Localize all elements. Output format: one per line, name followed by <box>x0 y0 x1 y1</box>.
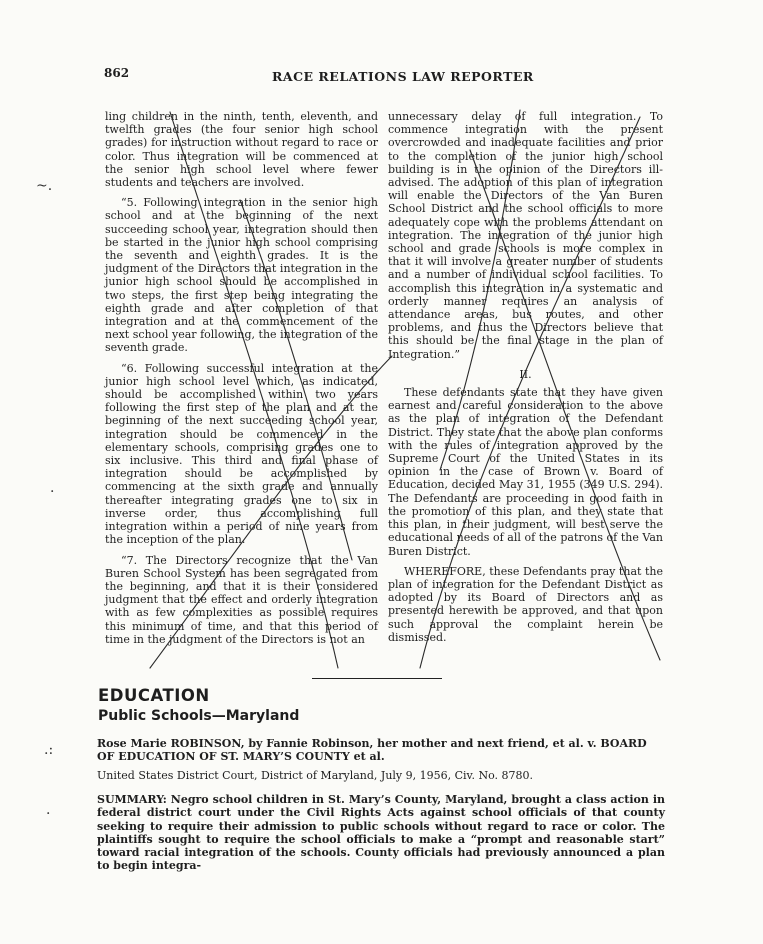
right-paragraph-continuation: unnecessary delay of full integration. To commence integration with the present overcrowded and inadequate facilities and prior to the completion of the junior high school building is in the opinion of the Directors ill-advised. The adoption of this plan of integration will enable the Directors of the Van Buren School District and the school officials to more adequately cope with the problems attendant on integration. The integration of the junior high school and grade schools is more complex in that it will involve a greater number of students and a number of individual school facilities. To accomplish this integration in a systematic and orderly manner requires an analysis of attendance areas, bus routes, and other problems, and thus the Directors believe that this should be the final stage in the plan of Integration.” <box>388 110 663 361</box>
margin-mark-3: .: <box>44 742 54 758</box>
case-caption: Rose Marie ROBINSON, by Fannie Robinson, her mother and next friend, et al. v. BOARD OF EDUCATION OF ST. MARY’S COUNTY et al. <box>97 737 647 763</box>
left-paragraph-4: “7. The Directors recognize that the Van Buren School System has been segregated from the beginning, and that it is their considered judgment that the effect and orderly integration with as few complexities as possible requires this minimum of time, and that this period of time in the judgment of the Directors is not an <box>105 553 378 646</box>
margin-mark-2: · <box>50 484 55 500</box>
right-column <box>388 110 663 651</box>
section-numeral: II. <box>519 367 532 381</box>
margin-mark-4: · <box>46 806 51 822</box>
right-paragraph-2: WHEREFORE, these Defendants pray that the plan of integration for the Defendant District as adopted by its Board of Directors and as presented herewith be approved, and that upon such approval the complaint herein be dismissed. <box>388 564 663 644</box>
running-head: RACE RELATIONS LAW REPORTER <box>272 69 534 84</box>
left-paragraph-1: ling children in the ninth, tenth, eleventh, and twelfth grades (the four senior high school grades) for instruction without regard to race or color. Thus integration will be commenced at the senior high school level where fewer students and teachers are involved. <box>105 110 378 190</box>
page-number: 862 <box>104 66 130 80</box>
section-divider <box>312 678 442 679</box>
left-paragraph-3: “6. Following successful integration at the junior high school level which, as indicated, should be accomplished within two years following the first step of the plan and at the beginning of the next succeeding school year, integration should be commenced in the elementary schools, comprising grades one to six inclusive. This third and final phase of integration should be accomplished by commencing at the sixth grade and annually thereafter integrating grades one to six in inverse order, thus accomplishing full integration within a period of nine years from the inception of the plan. <box>105 361 378 547</box>
left-paragraph-2: “5. Following integration in the senior high school and at the beginning of the next succeeding school year, integration should then be started in the junior high school comprising the seventh and eighth grades. It is the judgment of the Directors that integration in the junior high school should be accomplished in two steps, the first step being integrating the eighth grade and after completion of that integration and at the commencement of the next school year following, the integration of the seventh grade. <box>105 196 378 355</box>
margin-mark-1: ~. <box>36 178 53 194</box>
case-summary <box>97 793 665 873</box>
court-info: United States District Court, District of Maryland, July 9, 1956, Civ. No. 8780. <box>97 769 533 782</box>
section-heading: EDUCATION <box>98 686 210 705</box>
summary-label: SUMMARY: <box>97 793 167 806</box>
section-subheading: Public Schools—Maryland <box>98 708 300 724</box>
summary-text: Negro school children in St. Mary’s County, Maryland, brought a class action in federal district court under the Civil Rights Acts against school officials of that county seeking to require their admission to public schools without regard to race or color. The plaintiffs sought to require the school officials to make a “prompt and reasonable start” toward racial integration of the schools. County officials had previously announced a plan to begin integra- <box>97 793 665 873</box>
right-paragraph-1: These defendants state that they have given earnest and careful consideration to the above as the plan of integration of the Defendant District. They state that the above plan conforms with the rules of integration approved by the Supreme Court of the United States in its opinion in the case of Brown v. Board of Education, decided May 31, 1955 (349 U.S. 294). The Defendants are proceeding in good faith in the promotion of this plan, and they state that this plan, in their judgment, will best serve the educational needs of all of the patrons of the Van Buren District. <box>388 386 663 558</box>
left-column <box>105 110 378 653</box>
